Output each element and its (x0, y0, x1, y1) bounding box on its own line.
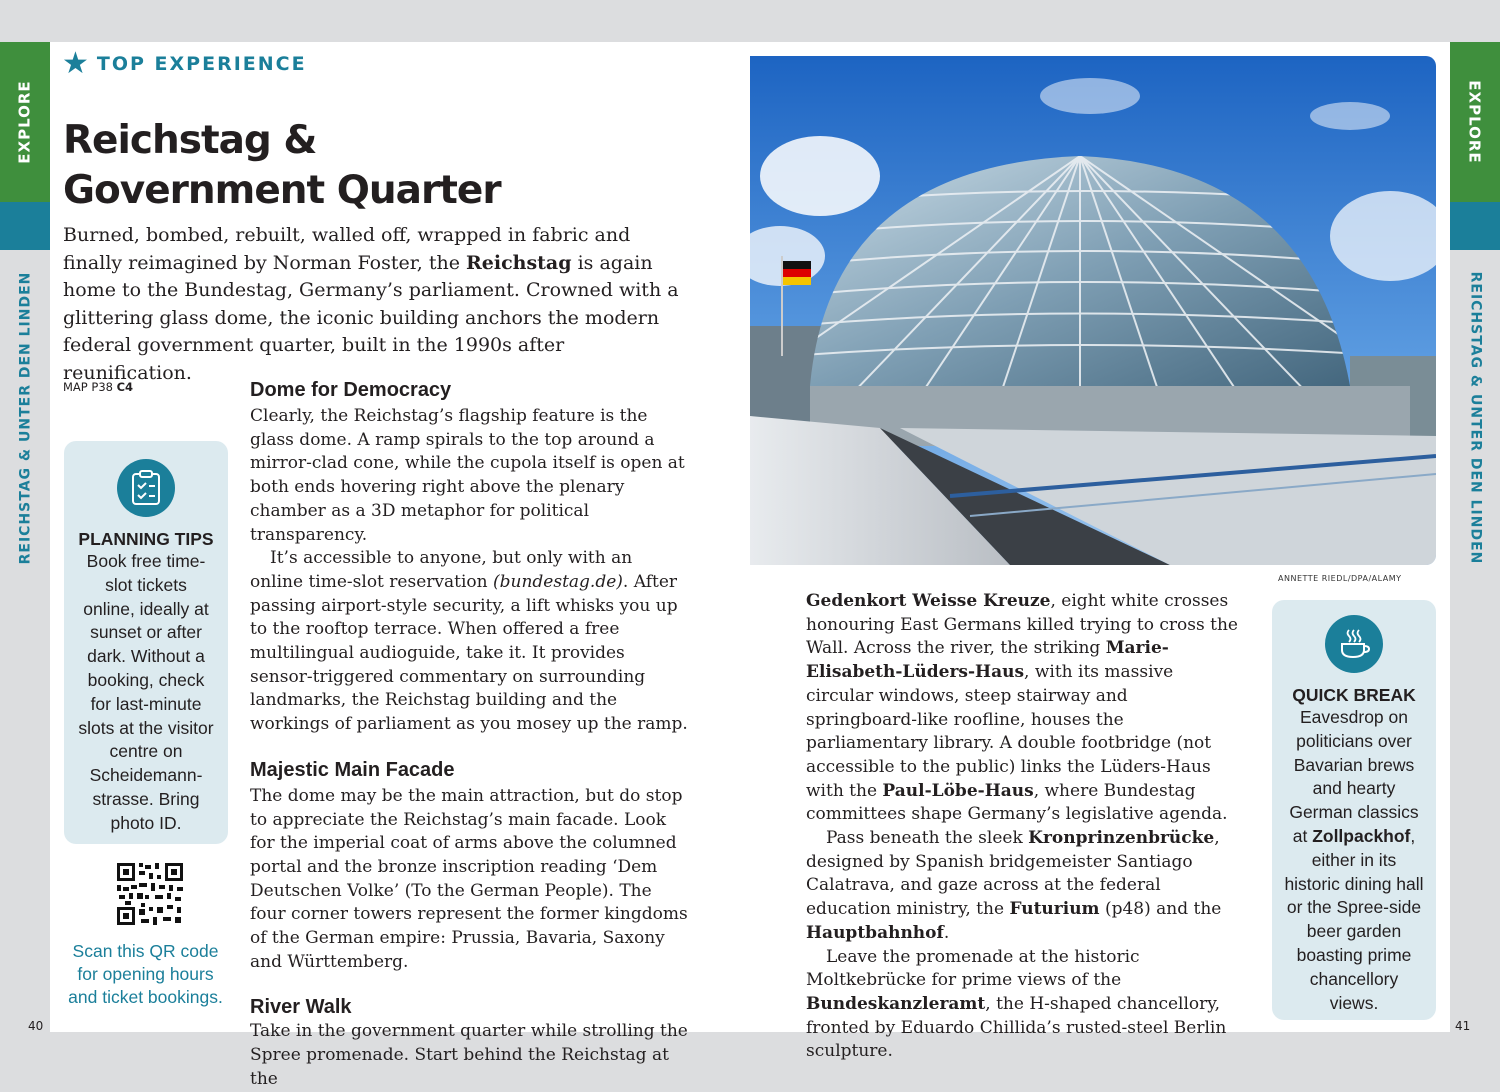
intro-paragraph: Burned, bombed, rebuilt, walled off, wrapped in fabric and finally reimagined by Norman Foster, the Reichstag is again home to the Bundestag, Germany’s parliament. Crowned with a glittering glass dome, the iconic building anchors the modern federal government quarter, built in the 1990s after reunification. (63, 224, 679, 384)
explore-label-right: EXPLORE (1466, 80, 1485, 164)
top-experience-label: ★ TOP EXPERIENCE (62, 46, 307, 81)
paragraph-kronprinzenbruecke: Pass beneath the sleek Kronprinzenbrücke, designed by Spanish bridgemeister Santiago Calatrava, and gaze across at the federal education ministry, the Futurium (p48) and the Hauptbahnhof. (806, 828, 1222, 943)
paragraph-bundeskanzleramt: Leave the promenade at the historic Moltkebrücke for prime views of the Bundeskanzleramt, the H-shaped chancellory, fronted by Eduardo Chillida’s rusted-steel Berlin sculpture. (806, 946, 1227, 1062)
bundestag-link[interactable]: (bundestag.de) (493, 571, 623, 592)
section-label-right: REICHSTAG & UNTER DEN LINDEN (1467, 271, 1483, 564)
paragraph-river-walk: Take in the government quarter while strolling the Spree promenade. Start behind the Reichstag at the (250, 1021, 688, 1089)
section-tab-marker-right (1450, 202, 1500, 250)
paragraph-dome-1: Clearly, the Reichstag’s flagship feature is the glass dome. A ramp spirals to the top around a mirror-clad cone, while the cupola itself is open at both ends hovering right above the plenary chamber as a 3D metaphor for political transparency. (250, 406, 685, 545)
section-label-left: REICHSTAG & UNTER DEN LINDEN (17, 271, 33, 564)
heading-majestic-main-facade: Majestic Main Facade (250, 758, 455, 781)
paragraph-promenade-landmarks: Gedenkort Weisse Kreuze, eight white crosses honouring East Germans killed trying to cross the Wall. Across the river, the striking Marie-Elisabeth-Lüders-Haus, with its massive circular windows, steep stairway and springboard-like roofline, houses the parliamentary library. A double footbridge (not accessible to the public) links the Lüders-Haus with the Paul-Löbe-Haus, where Bundestag committees shape Germany’s legislative agenda. (806, 591, 1238, 825)
qr-caption: Scan this QR code for opening hours and ticket bookings. (68, 941, 223, 1007)
page-title: Reichstag & Government Quarter (63, 118, 501, 213)
planning-tips-box (64, 441, 228, 844)
right-column (806, 590, 1243, 1064)
paragraph-dome-2: It’s accessible to anyone, but only with an online time-slot reservation (bundestag.de). After passing airport-style security, a lift whisks you up to the rooftop terrace. When offered a free multilingual audioguide, take it. It provides sensor-triggered commentary on surrounding landmarks, the Reichstag building and the workings of parliament as you mosey up the ramp. (250, 548, 688, 735)
quick-break-heading: QUICK BREAK (1292, 685, 1416, 705)
section-tab-marker-left (0, 202, 50, 250)
coffee-cup-icon (1325, 615, 1383, 673)
heading-river-walk: River Walk (250, 996, 352, 1019)
checklist-icon (117, 459, 175, 517)
page-number-left: 40 (28, 1019, 44, 1033)
qr-code-icon[interactable] (117, 863, 183, 925)
reichstag-dome-photo (750, 56, 1436, 565)
paragraph-facade: The dome may be the main attraction, but do stop to appreciate the Reichstag’s main facade. Look for the imperial coat of arms above the columned portal and the bronze inscription reading ‘Dem Deutschen Volke’ (To the German People). The four corner towers represent the former kingdoms of the German empire: Prussia, Bavaria, Saxony and Württemberg. (250, 785, 688, 972)
planning-tips-body: Book free time-slot tickets online, ideally at sunset or after dark. Without a booking, check for last-minute slots at the visitor centre on Scheidemann-strasse. Bring photo ID. (78, 551, 214, 833)
page-number-right: 41 (1455, 1019, 1471, 1033)
star-icon: ★ (62, 46, 89, 81)
heading-dome-for-democracy: Dome for Democracy (250, 379, 452, 401)
planning-tips-heading: PLANNING TIPS (78, 529, 214, 549)
quick-break-body: Eavesdrop on politicians over Bavarian brews and hearty German classics at Zollpackhof, either in its historic dining hall or the Spree-side beer garden boasting prime chancellory views. (1284, 707, 1424, 1013)
photo-credit: ANNETTE RIEDL/DPA/ALAMY (1278, 574, 1402, 583)
quick-break-box (1272, 600, 1436, 1020)
left-column (250, 378, 690, 1092)
explore-label-left: EXPLORE (16, 80, 35, 164)
map-reference: MAP P38 C4 (63, 380, 134, 394)
